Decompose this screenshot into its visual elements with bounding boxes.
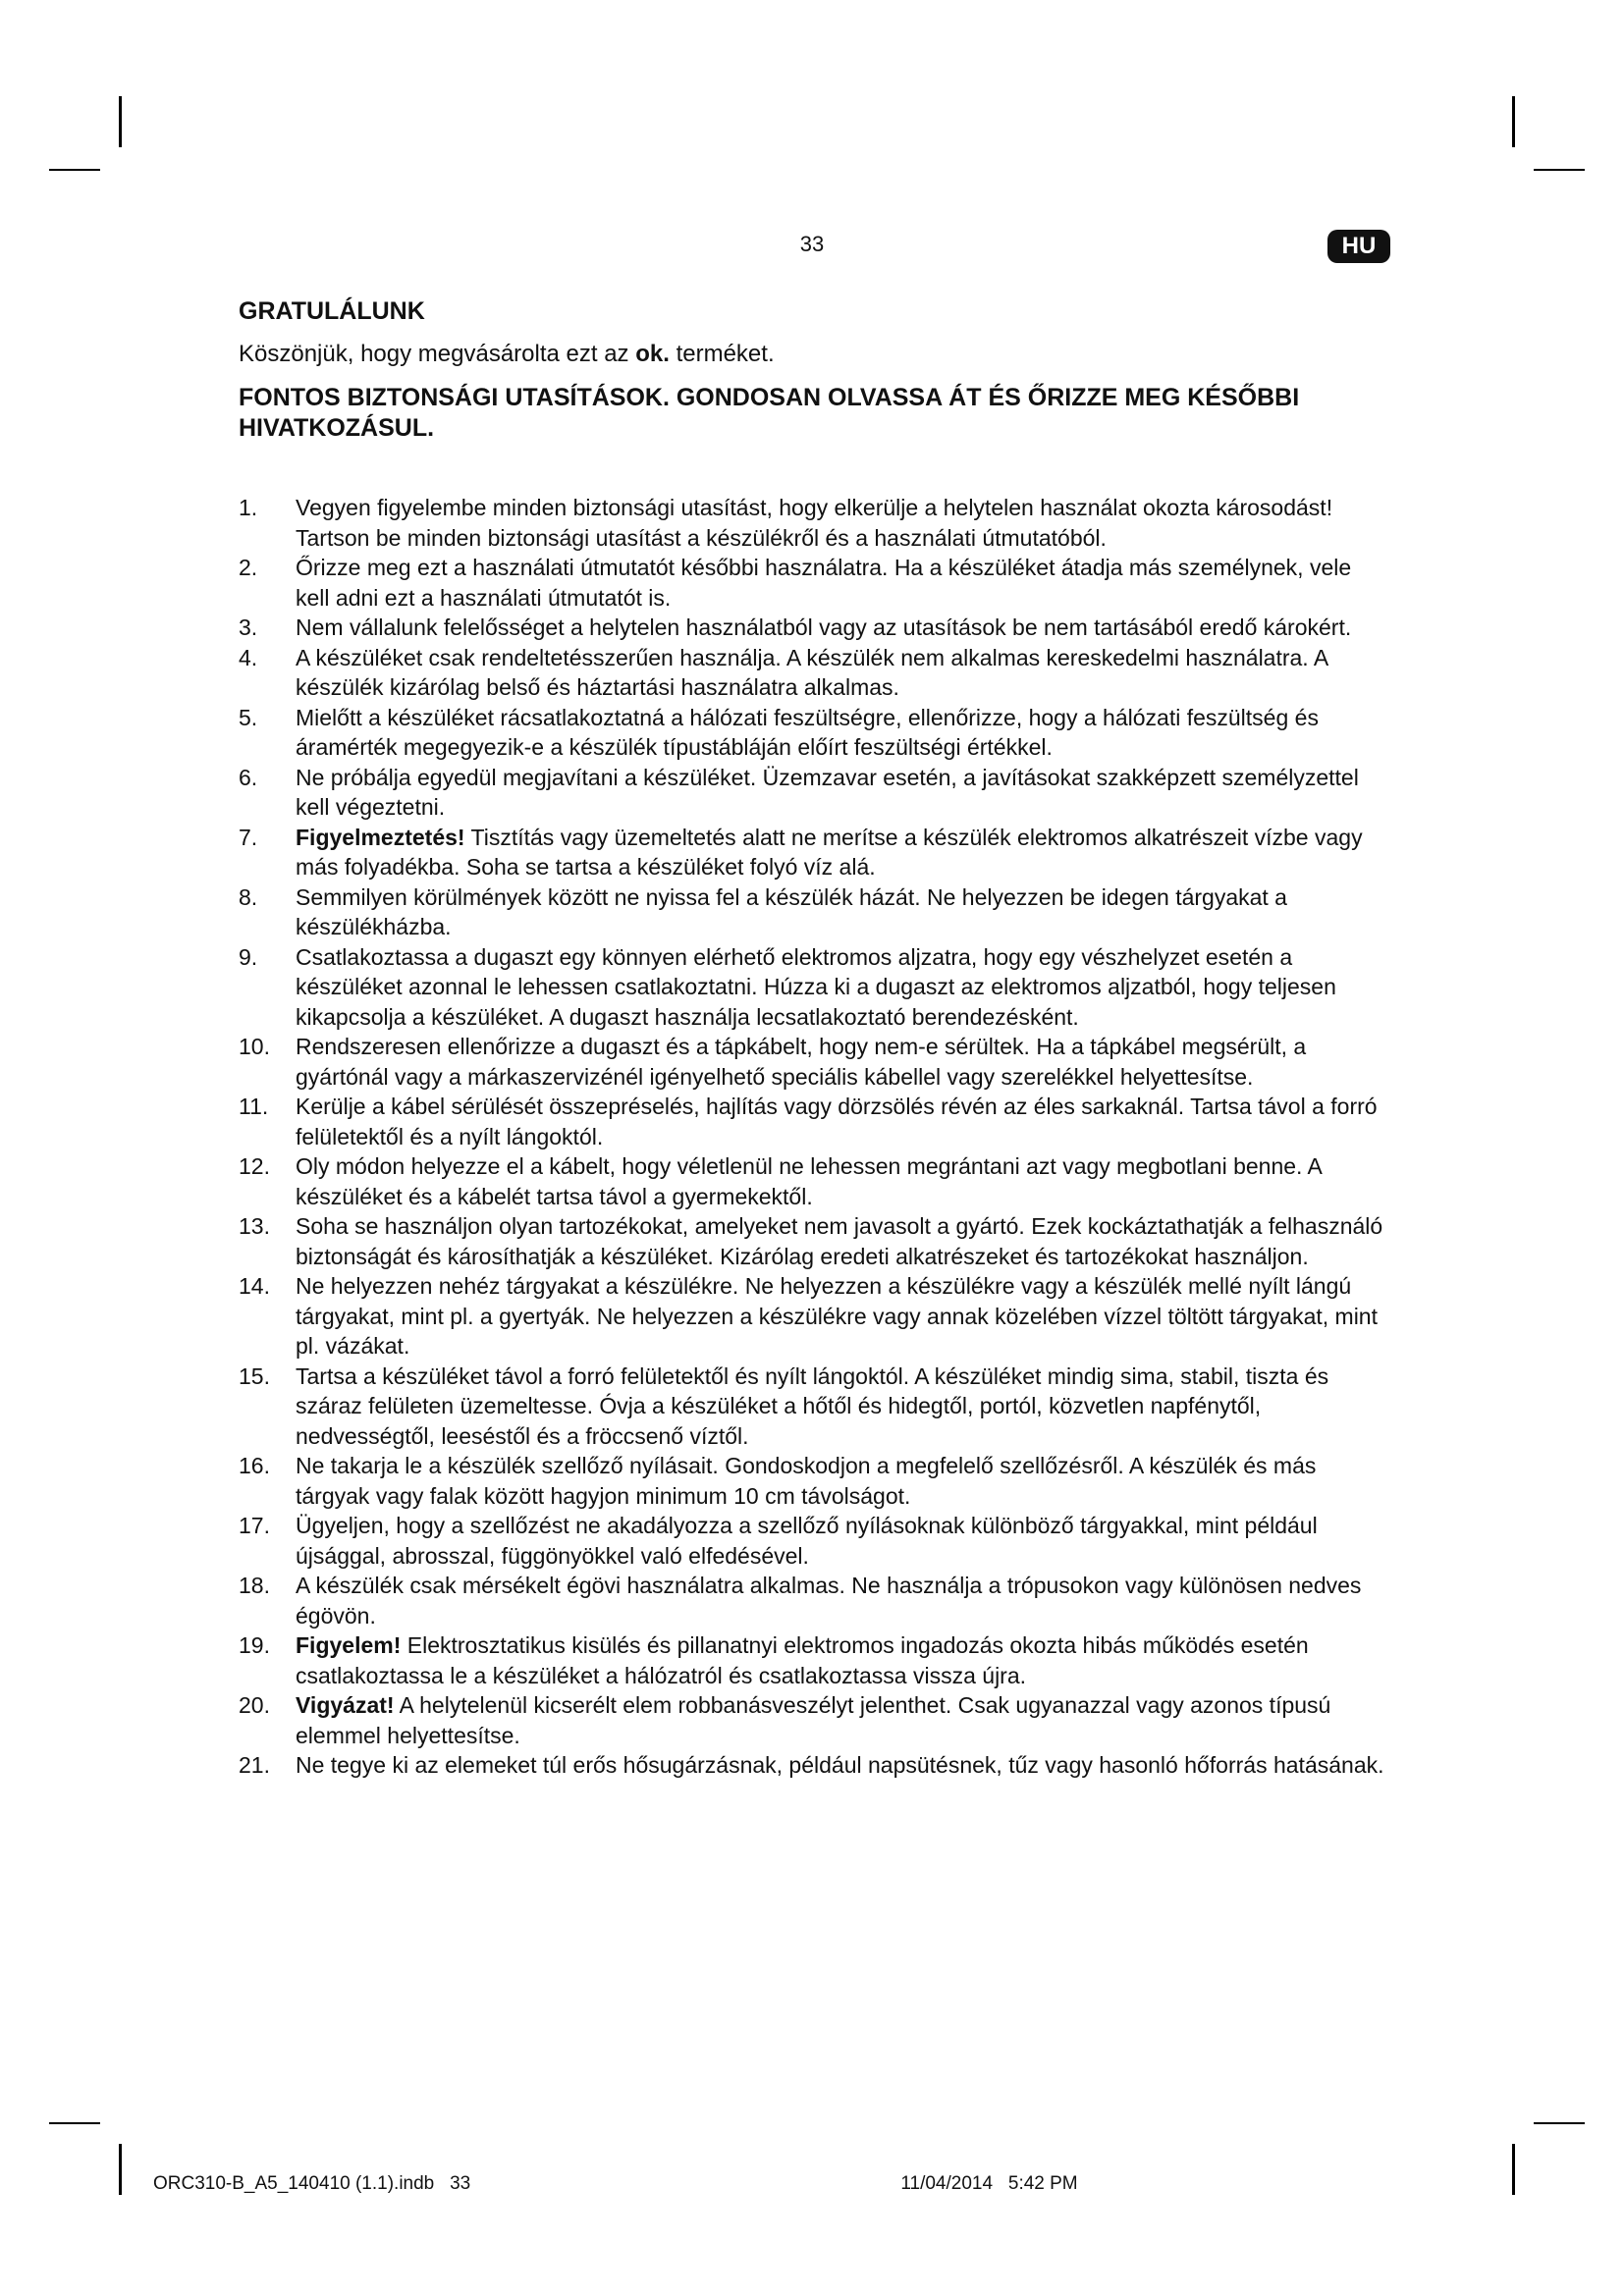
instruction-number: 19. xyxy=(239,1632,270,1658)
instruction-number: 5. xyxy=(239,704,258,730)
instruction-text: A helytelenül kicserélt elem robbanásveszélyt jelenthet. Csak ugyanazzal vagy azonos típusú elemmel helyettesítse. xyxy=(296,1692,1331,1748)
instruction-item xyxy=(239,1690,1387,1750)
instruction-item xyxy=(239,613,1387,643)
instruction-number: 11. xyxy=(239,1094,269,1119)
instruction-item xyxy=(239,1271,1387,1362)
instruction-item xyxy=(239,1511,1387,1571)
instruction-text: Vegyen figyelembe minden biztonsági utasítást, hogy elkerülje a helytelen használat okozta károsodást! Tartson be minden biztonsági utasítást a készülékről és a használati útmutatóból. xyxy=(296,495,1333,551)
crop-mark-bottom-right-horizontal xyxy=(1534,2122,1585,2124)
instruction-warning: Figyelem! xyxy=(296,1632,402,1658)
crop-mark-top-right-vertical xyxy=(1512,96,1515,147)
instruction-number: 3. xyxy=(239,614,258,640)
instruction-text: Tisztítás vagy üzemeltetés alatt ne merítse a készülék elektromos alkatrészeit vízbe vagy más folyadékba. Soha se tartsa a készüléket folyó víz alá. xyxy=(296,824,1363,880)
instruction-text: Ügyeljen, hogy a szellőzést ne akadályozza a szellőző nyílásoknak különböző tárgyakkal, mint például újsággal, abrosszal, függönyökkel való elfedésével. xyxy=(296,1513,1318,1569)
instruction-number: 17. xyxy=(239,1513,270,1538)
instruction-text: Mielőtt a készüléket rácsatlakoztatná a hálózati feszültségre, ellenőrizze, hogy a hálózati feszültség és áramérték megegyezik-e a készülék típustábláján előírt feszültségi értékkel. xyxy=(296,704,1319,760)
instruction-number: 15. xyxy=(239,1362,270,1389)
page-content xyxy=(239,294,1387,1781)
crop-mark-bottom-left-horizontal xyxy=(49,2122,100,2124)
instruction-item xyxy=(239,1092,1387,1151)
instruction-item xyxy=(239,1451,1387,1511)
instruction-number: 10. xyxy=(239,1034,270,1059)
instruction-text: Elektrosztatikus kisülés és pillanatnyi elektromos ingadozás okozta hibás működés esetén csatlakoztassa le a készüléket a hálózatról és csatlakoztassa vissza újra. xyxy=(296,1632,1309,1688)
instruction-item xyxy=(239,823,1387,882)
instruction-number: 14. xyxy=(239,1273,270,1299)
instruction-text: Oly módon helyezze el a kábelt, hogy véletlenül ne lehessen megrántani azt vagy megbotlani benne. A készüléket és a kábelét tartsa távol a gyermekektől. xyxy=(296,1153,1322,1209)
instruction-number: 18. xyxy=(239,1573,270,1598)
instruction-text: Tartsa a készüléket távol a forró felületektől és nyílt lángoktól. A készüléket mindig sima, stabil, tiszta és száraz felületen üzemeltesse. Óvja a készüléket a hőtől és hidegtől, portól, közvetlen napfénytől, nedvességtől, leeséstől és a fröccsenő víztől. xyxy=(296,1362,1329,1449)
instruction-text: Nem vállalunk felelősséget a helytelen használatból vagy az utasítások be nem tartásából eredő károkért. xyxy=(296,614,1352,640)
instruction-item xyxy=(239,1362,1387,1452)
thanks-after: terméket. xyxy=(669,341,775,367)
instruction-number: 16. xyxy=(239,1453,270,1478)
instruction-item xyxy=(239,703,1387,763)
print-footer: ORC310-B_A5_140410 (1.1).indb 33 11/04/2014 5:42 PM xyxy=(153,2173,1078,2194)
instruction-text: Csatlakoztassa a dugaszt egy könnyen elérhető elektromos aljzatra, hogy egy vészhelyzet esetén a készüléket azonnal le lehessen csatlakoztatni. Húzza ki a dugaszt az elektromos aljzatból, hogy teljesen kikapcsolja a készüléket. A dugaszt használja lecsatlakoztató berendezésként. xyxy=(296,943,1336,1030)
instruction-item xyxy=(239,1571,1387,1630)
instruction-item xyxy=(239,763,1387,823)
instruction-number: 6. xyxy=(239,764,258,790)
crop-mark-bottom-left-vertical xyxy=(119,2144,122,2195)
instruction-item xyxy=(239,553,1387,613)
crop-mark-top-right-horizontal xyxy=(1534,169,1585,171)
safety-instructions-title: FONTOS BIZTONSÁGI UTASÍTÁSOK. GONDOSAN OLVASSA ÁT ÉS ŐRIZZE MEG KÉSŐBBI HIVATKOZÁSUL. xyxy=(239,384,1300,442)
instruction-text: A készülék csak mérsékelt égövi használatra alkalmas. Ne használja a trópusokon vagy különösen nedves égövön. xyxy=(296,1573,1362,1629)
instruction-number: 8. xyxy=(239,883,258,910)
instruction-text: Ne helyezzen nehéz tárgyakat a készülékre. Ne helyezzen a készülékre vagy a készülék mellé nyílt lángú tárgyakat, mint pl. a gyertyák. Ne helyezzen a készülékre vagy annak közelében vízzel töltött tárgyakat, mint pl. vázákat. xyxy=(296,1273,1378,1359)
instruction-number: 20. xyxy=(239,1692,270,1718)
instruction-number: 12. xyxy=(239,1153,270,1179)
page-number: 33 xyxy=(799,232,825,256)
instruction-number: 21. xyxy=(239,1752,270,1778)
instruction-item xyxy=(239,942,1387,1033)
instruction-item xyxy=(239,1032,1387,1092)
instruction-item xyxy=(239,882,1387,942)
instruction-warning: Figyelmeztetés! xyxy=(296,824,465,850)
thanks-paragraph xyxy=(239,338,1387,371)
instruction-text: Ne tegye ki az elemeket túl erős hősugárzásnak, például napsütésnek, tűz vagy hasonló hőforrás hatásának. xyxy=(296,1752,1384,1778)
instruction-text: Őrizze meg ezt a használati útmutatót későbbi használatra. Ha a készüléket átadja más személynek, vele kell adni ezt a használati útmutatót is. xyxy=(296,555,1352,611)
instruction-item xyxy=(239,1151,1387,1211)
instruction-number: 9. xyxy=(239,943,258,970)
language-badge: HU xyxy=(1327,230,1390,263)
instruction-text: Ne próbálja egyedül megjavítani a készüléket. Üzemzavar esetén, a javításokat szakképzett személyzettel kell végeztetni. xyxy=(296,764,1359,820)
instruction-item xyxy=(239,1630,1387,1690)
instruction-item xyxy=(239,1211,1387,1271)
instruction-number: 7. xyxy=(239,824,258,850)
instruction-number: 1. xyxy=(239,495,258,520)
instruction-text: Rendszeresen ellenőrizze a dugaszt és a tápkábelt, hogy nem-e sérültek. Ha a tápkábel megsérült, a gyártónál vagy a márkaszervizénél igényelhető speciális kábellel vagy szerelékkel helyettesítse. xyxy=(296,1034,1307,1090)
safety-instructions-list xyxy=(239,493,1387,1781)
instruction-number: 2. xyxy=(239,555,258,580)
instruction-number: 13. xyxy=(239,1213,270,1239)
greeting-heading: GRATULÁLUNK xyxy=(239,297,425,325)
crop-mark-top-left-horizontal xyxy=(49,169,100,171)
instruction-text: Ne takarja le a készülék szellőző nyílásait. Gondoskodjon a megfelelő szellőzésről. A készülék és más tárgyak vagy falak között hagyjon minimum 10 cm távolságot. xyxy=(296,1453,1317,1509)
instruction-text: Semmilyen körülmények között ne nyissa fel a készülék házát. Ne helyezzen be idegen tárgyakat a készülékházba. xyxy=(296,883,1287,939)
instruction-item xyxy=(239,1750,1387,1781)
instruction-item xyxy=(239,643,1387,703)
brand-name: ok. xyxy=(635,341,670,367)
instruction-text: A készüléket csak rendeltetésszerűen használja. A készülék nem alkalmas kereskedelmi használatra. A készülék kizárólag belső és háztartási használatra alkalmas. xyxy=(296,644,1327,700)
instruction-item xyxy=(239,493,1387,553)
instruction-text: Kerülje a kábel sérülését összepréselés, hajlítás vagy dörzsölés révén az éles sarkaknál. Tartsa távol a forró felületektől és a nyílt lángoktól. xyxy=(296,1094,1378,1149)
instruction-text: Soha se használjon olyan tartozékokat, amelyeket nem javasolt a gyártó. Ezek kockáztathatják a felhasználó biztonságát és károsíthatják a készüléket. Kizárólag eredeti alkatrészeket és tartozékokat használjon. xyxy=(296,1213,1383,1269)
instruction-number: 4. xyxy=(239,644,258,670)
crop-mark-bottom-right-vertical xyxy=(1512,2144,1515,2195)
crop-mark-top-left-vertical xyxy=(119,96,122,147)
instruction-warning: Vigyázat! xyxy=(296,1692,395,1718)
thanks-before: Köszönjük, hogy megvásárolta ezt az xyxy=(239,341,636,367)
